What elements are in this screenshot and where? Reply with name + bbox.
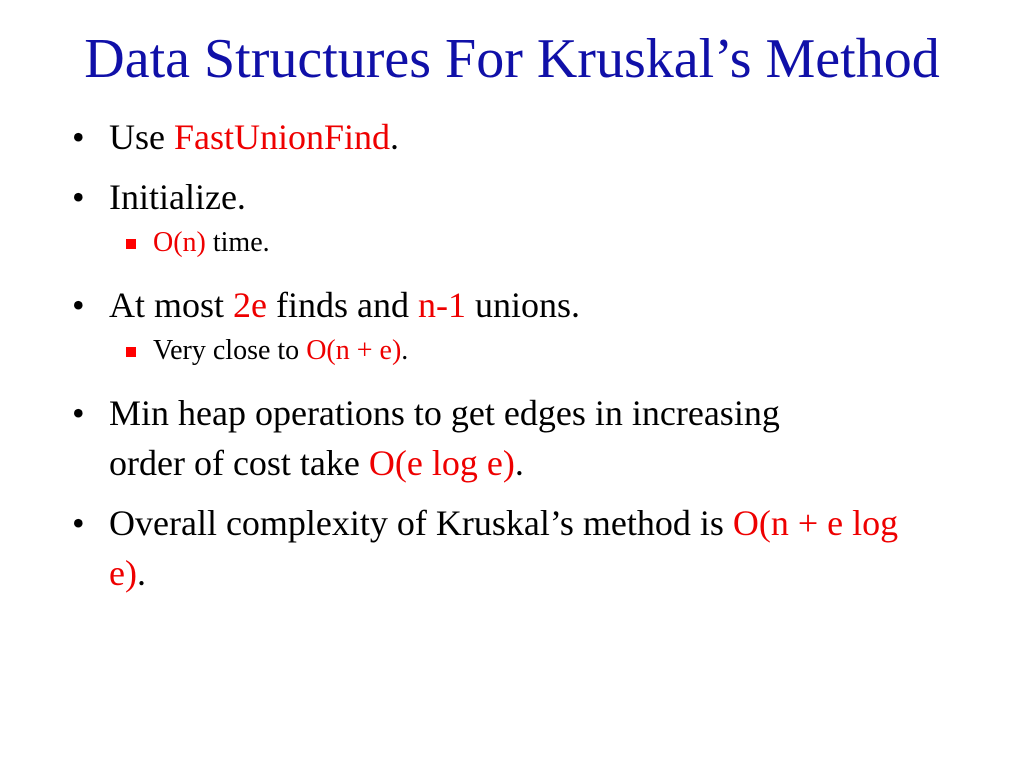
sub-bullet-text: time. bbox=[205, 227, 270, 258]
bullet-text: . bbox=[390, 117, 400, 157]
sub-bullet-item bbox=[0, 332, 1024, 370]
bullet-item bbox=[0, 280, 909, 330]
bullet-item bbox=[0, 172, 909, 222]
sub-bullet-text: Very close to bbox=[153, 335, 307, 366]
bullet-text: unions. bbox=[465, 285, 580, 325]
sub-bullet-text: . bbox=[401, 335, 409, 366]
square-bullet-icon bbox=[126, 239, 136, 249]
bullet-text: . bbox=[136, 553, 146, 593]
highlight-text: 2e bbox=[233, 285, 267, 325]
bullet-text: Min heap operations to get edges in increasing order of cost take bbox=[109, 393, 780, 483]
highlight-text: O(e log e) bbox=[368, 443, 515, 483]
sub-bullet-item bbox=[0, 224, 1024, 262]
highlight-text: O(n + e log e) bbox=[109, 503, 899, 593]
bullet-dot-icon: • bbox=[72, 503, 85, 543]
slide-title: Data Structures For Kruskal’s Method bbox=[84, 28, 940, 90]
bullet-dot-icon: • bbox=[72, 285, 85, 325]
highlight-text: O(n) bbox=[153, 227, 206, 258]
bullet-text: At most bbox=[109, 285, 234, 325]
bullet-text: Initialize. bbox=[109, 177, 246, 217]
bullet-item bbox=[0, 112, 909, 162]
bullet-dot-icon: • bbox=[72, 177, 85, 217]
bullet-list bbox=[0, 112, 1024, 608]
highlight-text: O(n + e) bbox=[306, 335, 402, 366]
bullet-dot-icon: • bbox=[72, 393, 85, 433]
bullet-item bbox=[0, 388, 789, 488]
square-bullet-icon bbox=[126, 347, 136, 357]
bullet-text: Overall complexity of Kruskal’s method is bbox=[109, 503, 733, 543]
bullet-item bbox=[0, 498, 909, 598]
highlight-text: n-1 bbox=[417, 285, 466, 325]
highlight-text: FastUnionFind bbox=[174, 117, 391, 157]
bullet-text: Use bbox=[109, 117, 174, 157]
bullet-dot-icon: • bbox=[72, 117, 85, 157]
bullet-text: finds and bbox=[267, 285, 418, 325]
bullet-text: . bbox=[514, 443, 524, 483]
